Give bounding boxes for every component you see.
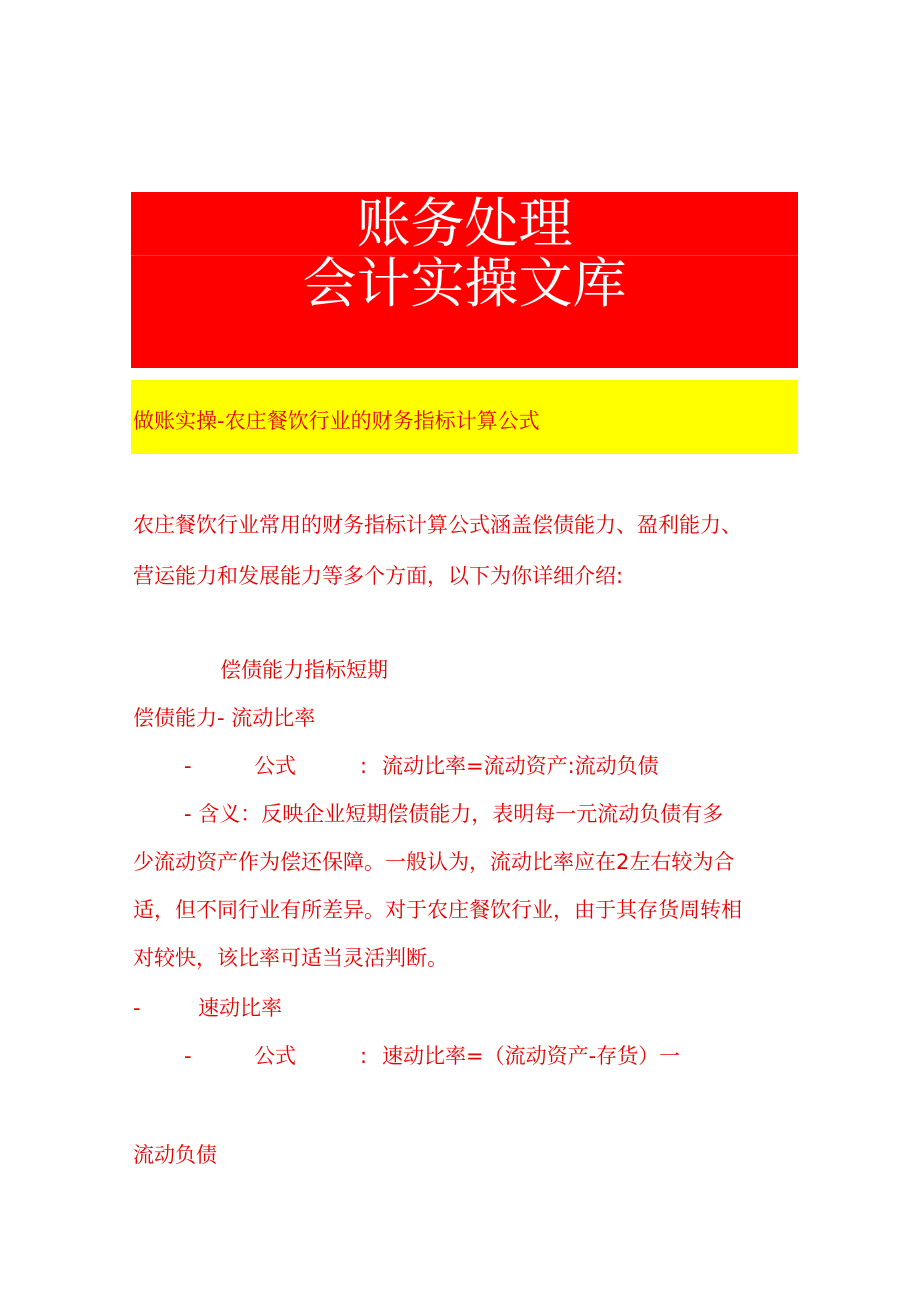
section-heading: 偿债能力指标短期 bbox=[220, 658, 388, 682]
banner-title-line-2: 会计实操文库 bbox=[302, 252, 627, 315]
quick-ratio-formula-colon: : bbox=[360, 1044, 368, 1068]
current-ratio-meaning-line-1: - 含义：反映企业短期偿债能力，表明每一元流动负债有多 bbox=[184, 802, 724, 826]
subtitle-bar bbox=[131, 380, 798, 454]
current-ratio-meaning-line-2: 少流动资产作为偿还保障。一般认为，流动比率应在2左右较为合 bbox=[133, 850, 735, 874]
current-ratio-meaning-line-4: 对较快，该比率可适当灵活判断。 bbox=[133, 946, 448, 970]
current-ratio-meaning-line-3: 适，但不同行业有所差异。对于农庄餐饮行业，由于其存货周转相 bbox=[133, 898, 742, 922]
quick-ratio-formula-label: 公式 bbox=[254, 1044, 296, 1068]
quick-ratio-title: 速动比率 bbox=[198, 996, 282, 1020]
current-ratio-formula: 流动比率=流动资产:流动负债 bbox=[382, 754, 659, 778]
intro-line-2: 营运能力和发展能力等多个方面，以下为你详细介绍: bbox=[133, 564, 624, 588]
section-subheading: 偿债能力- 流动比率 bbox=[133, 706, 316, 730]
intro-line-1: 农庄餐饮行业常用的财务指标计算公式涵盖偿债能力、盈利能力、 bbox=[133, 513, 742, 537]
current-ratio-formula-colon: : bbox=[360, 754, 368, 778]
current-ratio-formula-label: 公式 bbox=[254, 754, 296, 778]
quick-ratio-formula-dash: - bbox=[184, 1044, 192, 1068]
banner-title-line-1: 账务处理 bbox=[356, 192, 573, 255]
quick-ratio-formula-continuation: 流动负债 bbox=[133, 1143, 217, 1167]
document-subtitle: 做账实操-农庄餐饮行业的财务指标计算公式 bbox=[133, 409, 540, 433]
quick-ratio-dash: - bbox=[133, 996, 141, 1020]
current-ratio-formula-dash: - bbox=[184, 754, 192, 778]
title-banner bbox=[131, 192, 798, 368]
quick-ratio-formula: 速动比率=（流动资产-存货）一 bbox=[382, 1044, 681, 1068]
